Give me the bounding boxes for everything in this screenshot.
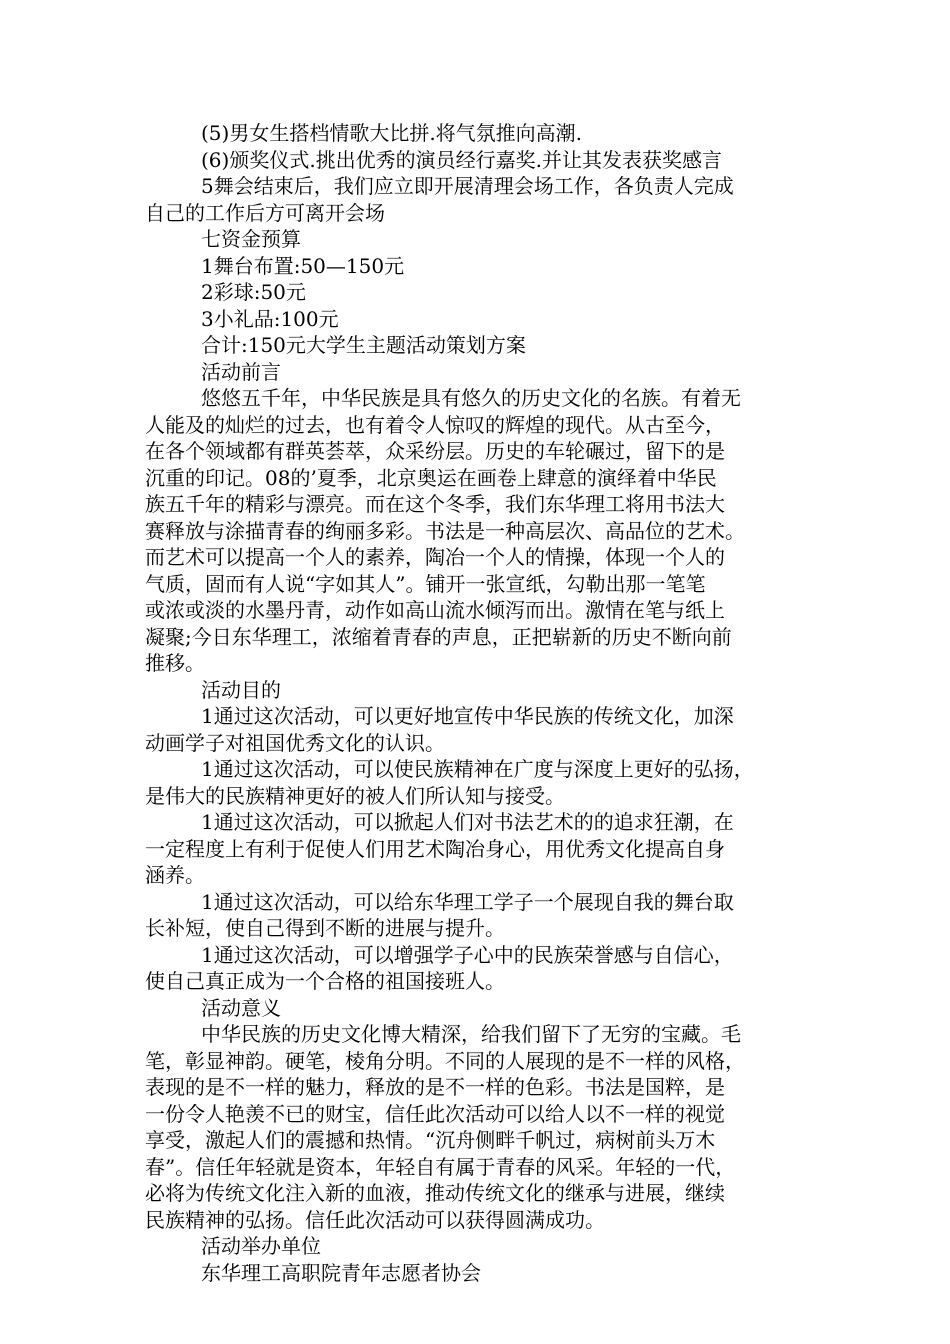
- text-line: 1通过这次活动，可以给东华理工学子一个展现自我的舞台取: [201, 889, 734, 914]
- text-line: (6)颁奖仪式.挑出优秀的演员经行嘉奖.并让其发表获奖感言: [201, 147, 723, 172]
- text-line: 一份令人艳羡不已的财宝，信任此次活动可以给人以不一样的视觉: [145, 1101, 725, 1126]
- text-line: 在各个领域都有群英荟萃，众采纷层。历史的车轮碾过，留下的是: [145, 439, 725, 463]
- text-line: 而艺术可以提高一个人的素养，陶冶一个人的情操，体现一个人的: [145, 545, 725, 569]
- text-line: 东华理工高职院青年志愿者协会: [201, 1260, 481, 1285]
- text-line: 1舞台布置:50—150元: [201, 253, 405, 278]
- text-line: 推移。: [145, 651, 205, 675]
- text-line: 动画学子对祖国优秀文化的认识。: [145, 730, 445, 755]
- text-line: 春”。信任年轻就是资本，年轻自有属于青春的风采。年轻的一代，: [145, 1154, 736, 1179]
- text-line: 民族精神的弘扬。信任此次活动可以获得圆满成功。: [145, 1207, 605, 1232]
- text-line: 5舞会结束后，我们应立即开展清理会场工作，各负责人完成: [201, 174, 734, 198]
- text-line: 享受，激起人们的震撼和热情。“沉舟侧畔千帆过，病树前头万木: [145, 1128, 716, 1152]
- text-line: 凝聚;今日东华理工，浓缩着青春的声息，正把崭新的历史不断向前: [145, 624, 732, 649]
- text-line: 自己的工作后方可离开会场: [145, 200, 385, 225]
- text-line: 使自己真正成为一个合格的祖国接班人。: [145, 969, 505, 993]
- text-line: 是伟大的民族精神更好的被人们所认知与接受。: [145, 783, 565, 808]
- text-line: 或浓或淡的水墨丹青，动作如高山流水倾泻而出。激情在笔与纸上: [145, 598, 725, 622]
- text-line: 气质，固而有人说“字如其人”。铺开一张宣纸，勾勒出那一笔笔: [145, 571, 706, 596]
- text-line: 族五千年的精彩与漂亮。而在这个冬季，我们东华理工将用书法大: [145, 492, 725, 516]
- text-line: 活动前言: [201, 359, 281, 384]
- text-line: 一定程度上有利于促使人们用艺术陶冶身心，用优秀文化提高自身: [145, 836, 725, 861]
- text-line: 1通过这次活动，可以增强学子心中的民族荣誉感与自信心，: [201, 942, 734, 967]
- text-line: 悠悠五千年，中华民族是具有悠久的历史文化的名族。有着无: [201, 386, 741, 410]
- text-line: 必将为传统文化注入新的血液，推动传统文化的继承与进展，继续: [145, 1181, 725, 1205]
- text-line: 涵养。: [145, 863, 205, 887]
- text-line: 人能及的灿烂的过去，也有着令人惊叹的辉煌的现代。从古至今，: [145, 412, 725, 437]
- text-line: 1通过这次活动，可以掀起人们对书法艺术的的追求狂潮，在: [201, 810, 734, 834]
- text-line: 赛释放与涂描青春的绚丽多彩。书法是一种高层次、高品位的艺术。: [145, 518, 745, 543]
- text-line: 笔，彰显神韵。硬笔，棱角分明。不同的人展现的是不一样的风格，: [145, 1048, 745, 1073]
- text-line: 1通过这次活动，可以使民族精神在广度与深度上更好的弘扬，: [201, 757, 754, 781]
- text-line: 2彩球:50元: [201, 280, 306, 304]
- document-body: [145, 120, 815, 1286]
- text-line: 表现的是不一样的魅力，释放的是不一样的色彩。书法是国粹，是: [145, 1075, 725, 1099]
- text-line: 合计:150元大学生主题活动策划方案: [201, 333, 526, 357]
- text-line: 活动举办单位: [201, 1234, 321, 1258]
- text-line: 中华民族的历史文化博大精深，给我们留下了无穷的宝藏。毛: [201, 1022, 741, 1046]
- text-line: 长补短，使自己得到不断的进展与提升。: [145, 916, 505, 940]
- text-line: 3小礼品:100元: [201, 306, 339, 331]
- text-line: 沉重的印记。08的’夏季，北京奥运在画卷上肆意的演绎着中华民: [145, 465, 717, 490]
- text-line: 1通过这次活动，可以更好地宣传中华民族的传统文化，加深: [201, 704, 734, 728]
- text-line: (5)男女生搭档情歌大比拼.将气氛推向高潮.: [201, 121, 583, 145]
- text-line: 七资金预算: [201, 227, 301, 251]
- text-line: 活动目的: [201, 677, 281, 702]
- text-line: 活动意义: [201, 995, 281, 1020]
